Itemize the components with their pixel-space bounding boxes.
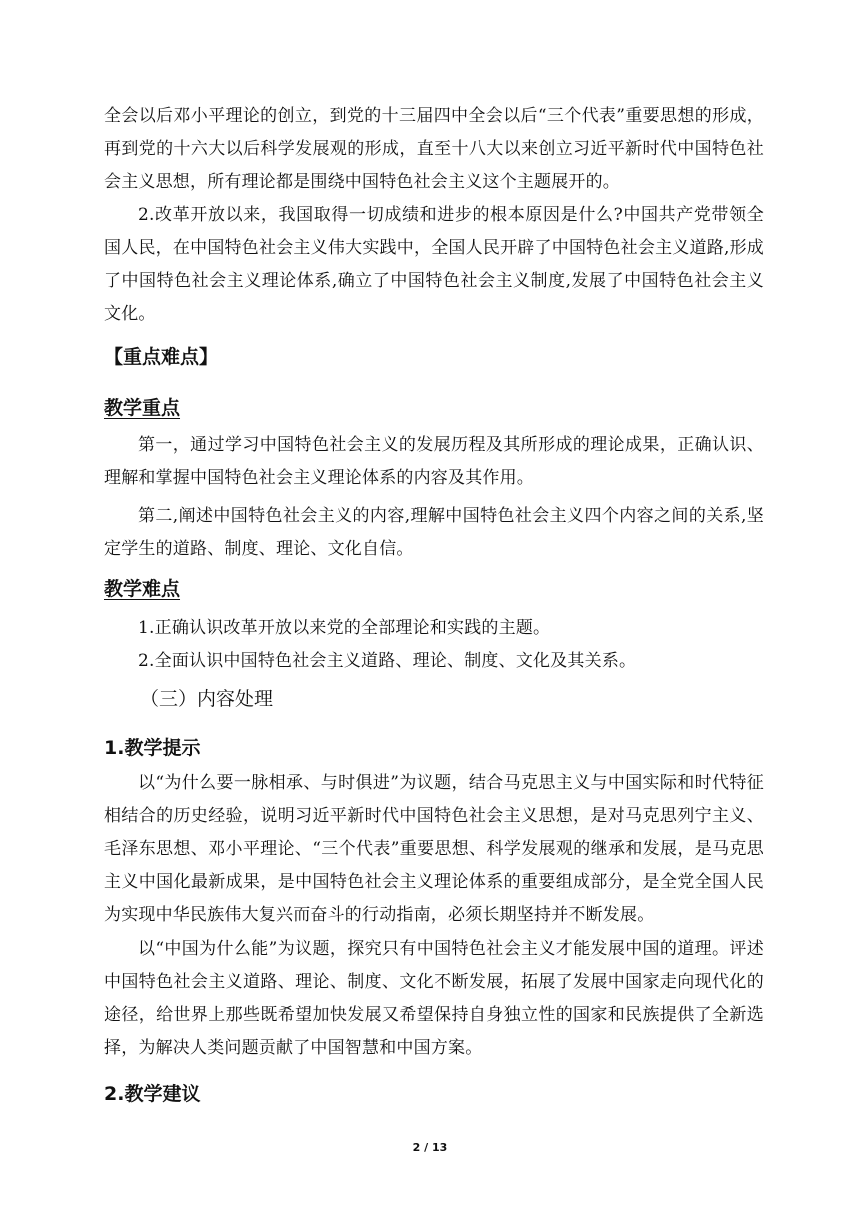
paragraph-focus-first: 第一，通过学习中国特色社会主义的发展历程及其所形成的理论成果，正确认识、理解和掌握中国特色社会主义理论体系的内容及其作用。 [104, 435, 764, 488]
heading-content-processing [140, 684, 273, 714]
paragraph-reform-reason: 2.改革开放以来，我国取得一切成绩和进步的根本原因是什么?中国共产党带领全国人民，在中国特色社会主义伟大实践中，全国人民开辟了中国特色社会主义道路,形成了中国特色社会主义理论体系,确立了中国特色社会主义制度,发展了中国特色社会主义文化。 [104, 205, 764, 324]
heading-teaching-suggestions: 2.教学建议 [104, 1083, 201, 1105]
paragraph-theory-history: 全会以后邓小平理论的创立，到党的十三届四中全会以后“三个代表”重要思想的形成，再到党的十六大以后科学发展观的形成，直至十八大以来创立习近平新时代中国特色社会主义思想，所有理论都是围绕中国特色社会主义这个主题展开的。 [104, 106, 764, 192]
heading-teaching-focus: 教学重点 [104, 397, 181, 419]
heading-teaching-tips: 1.教学提示 [104, 737, 201, 759]
page-number: 2 / 13 [412, 1141, 448, 1154]
paragraph-tips-topic-1: 以“为什么要一脉相承、与时俱进”为议题，结合马克思主义与中国实际和时代特征相结合的历史经验，说明习近平新时代中国特色社会主义思想，是对马克思列宁主义、毛泽东思想、邓小平理论、“三个代表”重要思想、科学发展观的继承和发展，是马克思主义中国化最新成果，是中国特色社会主义理论体系的重要组成部分，是全党全国人民为实现中华民族伟大复兴而奋斗的行动指南，必须长期坚持并不断发展。 [104, 773, 764, 925]
paragraph-difficulty-1: 1.正确认识改革开放以来党的全部理论和实践的主题。 [138, 618, 551, 638]
paragraph-difficulty-2: 2.全面认识中国特色社会主义道路、理论、制度、文化及其关系。 [138, 651, 637, 671]
paragraph-focus-second: 第二,阐述中国特色社会主义的内容,理解中国特色社会主义四个内容之间的关系,坚定学生的道路、制度、理论、文化自信。 [104, 506, 764, 559]
paragraph-tips-topic-2: 以“中国为什么能”为议题，探究只有中国特色社会主义才能发展中国的道理。评述中国特色社会主义道路、理论、制度、文化不断发展，拓展了发展中国家走向现代化的途径，给世界上那些既希望加快发展又希望保持自身独立性的国家和民族提供了全新选择，为解决人类问题贡献了中国智慧和中国方案。 [104, 939, 764, 1058]
heading-key-points: 【重点难点】 [104, 346, 219, 368]
heading-teaching-difficulty: 教学难点 [104, 578, 181, 600]
heading-content-processing-text: （三）内容处理 [140, 688, 274, 710]
